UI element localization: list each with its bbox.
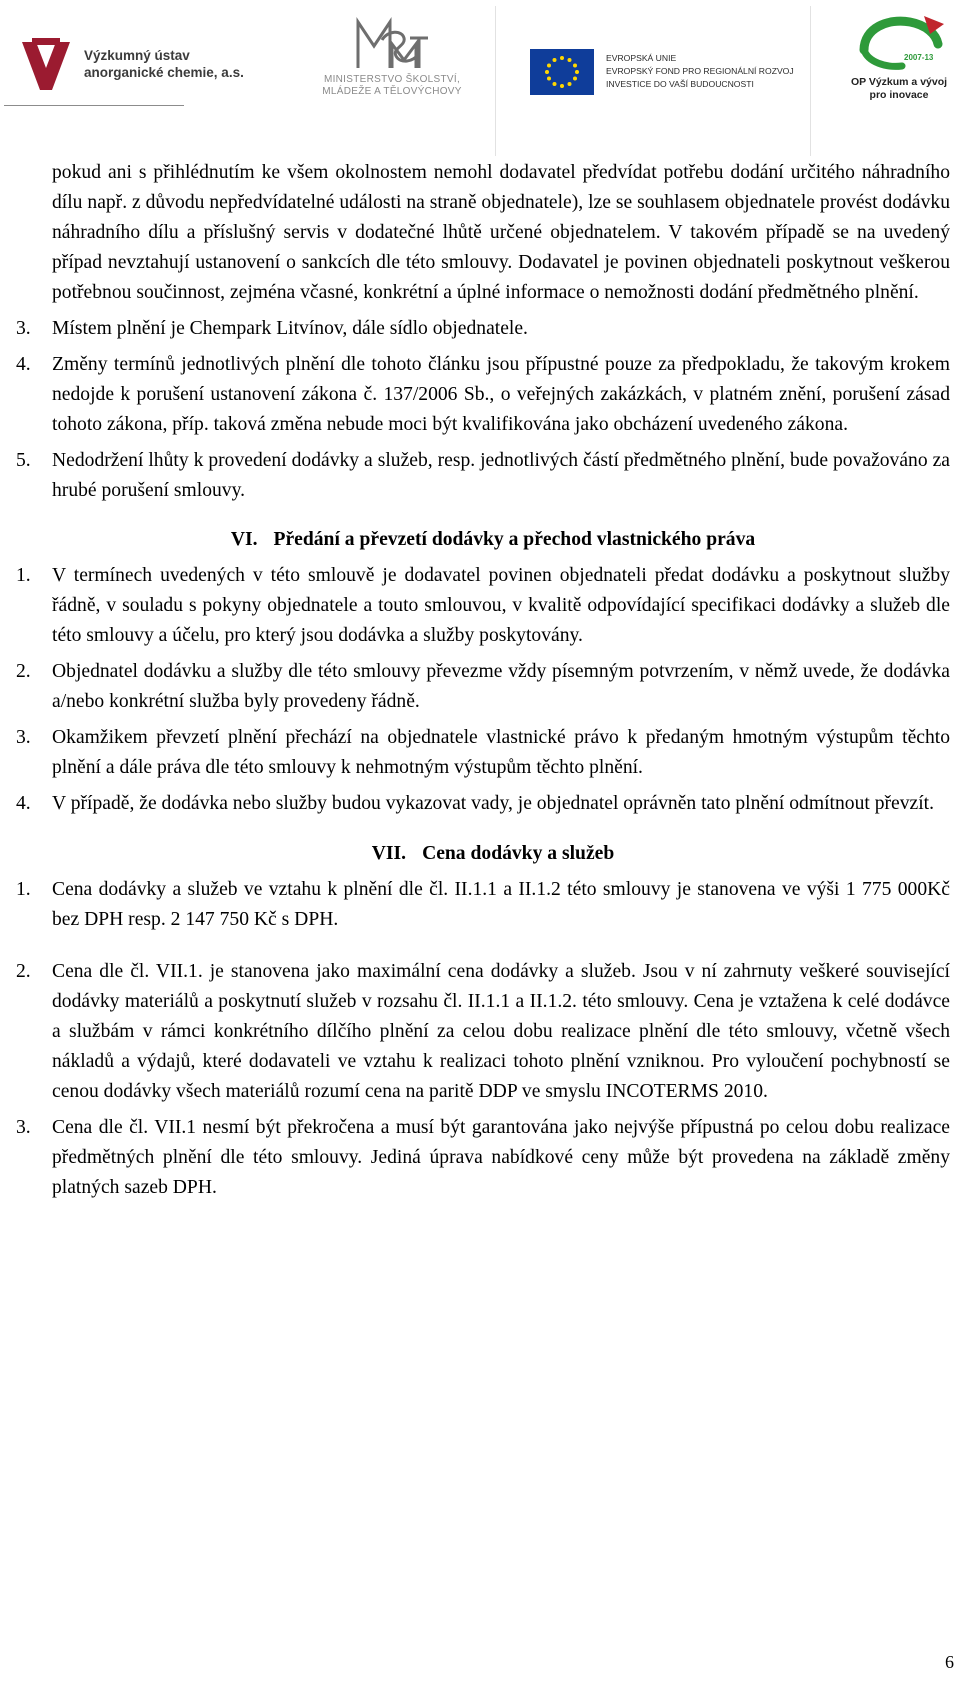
item-number: 3. bbox=[16, 318, 31, 339]
eu-name-line3: INVESTICE DO VAŠÍ BUDOUCNOSTI bbox=[606, 79, 754, 89]
list-item bbox=[16, 789, 950, 819]
item-number: 1. bbox=[16, 565, 31, 586]
item-number: 4. bbox=[16, 354, 31, 375]
section-title: Cena dodávky a služeb bbox=[422, 843, 615, 864]
vuanch-name-line2: anorganické chemie, a.s. bbox=[84, 65, 244, 80]
section-heading-vi bbox=[16, 525, 950, 555]
item-text: Cena dodávky a služeb ve vztahu k plnění dle čl. II.1.1 a II.1.2 této smlouvy je stanovena ve výši 1 775 000Kč bez DPH resp. 2 147 750 Kč s DPH. bbox=[52, 879, 950, 930]
header-divider bbox=[810, 6, 811, 156]
msmt-name-line1: MINISTERSTVO ŠKOLSTVÍ, bbox=[323, 74, 461, 85]
item-text: Okamžikem převzetí plnění přechází na objednatele vlastnické právo k předaným hmotným výstupům těchto plnění a dále práva dle této smlouvy k nehmotným výstupům těchto plnění. bbox=[52, 727, 950, 778]
item-number: 4. bbox=[16, 793, 31, 814]
vuanch-logo bbox=[18, 32, 244, 107]
list-item bbox=[16, 314, 950, 344]
header-rule bbox=[4, 105, 184, 106]
item-text: Cena dle čl. VII.1. je stanovena jako maximální cena dodávky a služeb. Jsou v ní zahrnuty veškeré související dodávky materiálů a poskytnutí služeb v rozsahu čl. II.1.1 a II.1.2. této smlouvy. Cena je vztažena k celé dodávce a službám v rámci konkrétního dílčího plnění za celou dobu realizace plnění dle této smlouvy, včetně všech nákladů a výdajů, které dodavateli ve vztahu k realizaci tohoto plnění vzniknou. Pro vyloučení pochybností se cenou dodávky všech materiálů rozumí cena na paritě DDP ve smyslu INCOTERMS 2010. bbox=[52, 961, 950, 1102]
list-item bbox=[16, 657, 950, 717]
eu-flag-icon bbox=[530, 49, 594, 95]
page-header bbox=[0, 0, 960, 150]
item-number: 5. bbox=[16, 450, 31, 471]
msmt-monogram-icon bbox=[352, 16, 432, 72]
op-name-line2: pro inovace bbox=[869, 89, 929, 101]
op-swoosh-icon bbox=[838, 10, 960, 74]
item-number: 3. bbox=[16, 727, 31, 748]
section-heading-vii bbox=[16, 839, 950, 869]
item-number: 2. bbox=[16, 961, 31, 982]
continued-paragraph: pokud ani s přihlédnutím ke všem okolnostem nemohl dodavatel předvídat potřebu dodání určitého náhradního dílu např. z důvodu nepředvídatelné události na straně objednatele), lze se souhlasem objednatele provést dodávku náhradního dílu a příslušný servis v dodatečné lhůtě určené objednatelem. V takovém případě se na uvedený případ nevztahují ustanovení o sankcích dle této smlouvy. Dodavatel je povinen objednateli poskytnout veškerou potřebnou součinnost, zejména včasné, konkrétní a úplné informace o nemožnosti dodání předmětného plnění. bbox=[52, 162, 950, 303]
item-number: 3. bbox=[16, 1117, 31, 1138]
list-item bbox=[16, 561, 950, 651]
section-number: VII. bbox=[371, 843, 407, 864]
item-text: Cena dle čl. VII.1 nesmí být překročena a musí být garantována jako nejvýše přípustná po celou dobu realizace předmětných plnění dle této smlouvy. Jediná úprava nabídkové ceny může být provedena na základě změny platných sazeb DPH. bbox=[52, 1117, 950, 1198]
list-item bbox=[16, 957, 950, 1107]
section-number: VI. bbox=[230, 529, 258, 550]
item-number: 1. bbox=[16, 879, 31, 900]
item-text: Objednatel dodávku a služby dle této smlouvy převezme vždy písemným potvrzením, v němž uvede, že dodávka a/nebo konkrétní služba byly provedeny řádně. bbox=[52, 661, 950, 712]
op-years: 2007-13 bbox=[904, 53, 934, 62]
page-number: 6 bbox=[945, 1652, 954, 1672]
header-divider bbox=[495, 6, 496, 156]
section-title: Předání a převzetí dodávky a přechod vlastnického práva bbox=[273, 529, 756, 550]
eu-logo bbox=[528, 46, 798, 102]
list-item bbox=[16, 875, 950, 935]
msmt-logo bbox=[312, 16, 472, 106]
list-item bbox=[16, 1113, 950, 1203]
vuanch-emblem-icon bbox=[18, 38, 74, 94]
eu-name-line1: EVROPSKÁ UNIE bbox=[606, 53, 677, 63]
list-item bbox=[16, 446, 950, 506]
op-vavpi-logo bbox=[838, 10, 960, 110]
item-text: Nedodržení lhůty k provedení dodávky a služeb, resp. jednotlivých částí předmětného plnění, bude považováno za hrubé porušení smlouvy. bbox=[52, 450, 950, 501]
item-text: V termínech uvedených v této smlouvě je dodavatel povinen objednateli předat dodávku a poskytnout služby řádně, v souladu s pokyny objednatele a touto smlouvou, v kvalitě odpovídající specifikaci dodávky a služeb dle této smlouvy a účelu, pro který jsou dodávka a služby poskytovány. bbox=[52, 565, 950, 646]
item-text: Místem plnění je Chempark Litvínov, dále sídlo objednatele. bbox=[52, 318, 528, 339]
list-item bbox=[16, 723, 950, 783]
vuanch-name-line1: Výzkumný ústav bbox=[84, 48, 190, 63]
list-item bbox=[16, 350, 950, 440]
msmt-name-line2: MLÁDEŽE A TĚLOVÝCHOVY bbox=[322, 86, 462, 97]
op-name-line1: OP Výzkum a vývoj bbox=[850, 76, 948, 88]
item-text: Změny termínů jednotlivých plnění dle tohoto článku jsou přípustné pouze za předpokladu, že takovým krokem nedojde k porušení ustanovení zákona č. 137/2006 Sb., o veřejných zakázkách, v platném znění, porušení zásad tohoto zákona, příp. taková změna nebude moci být kvalifikována jako obcházení uvedeného zákona. bbox=[52, 354, 950, 435]
item-text: V případě, že dodávka nebo služby budou vykazovat vady, je objednatel oprávněn tato plnění odmítnout převzít. bbox=[52, 793, 935, 814]
item-number: 2. bbox=[16, 661, 31, 682]
eu-name-line2: EVROPSKÝ FOND PRO REGIONÁLNÍ ROZVOJ bbox=[606, 66, 794, 76]
document-body bbox=[16, 158, 950, 1203]
